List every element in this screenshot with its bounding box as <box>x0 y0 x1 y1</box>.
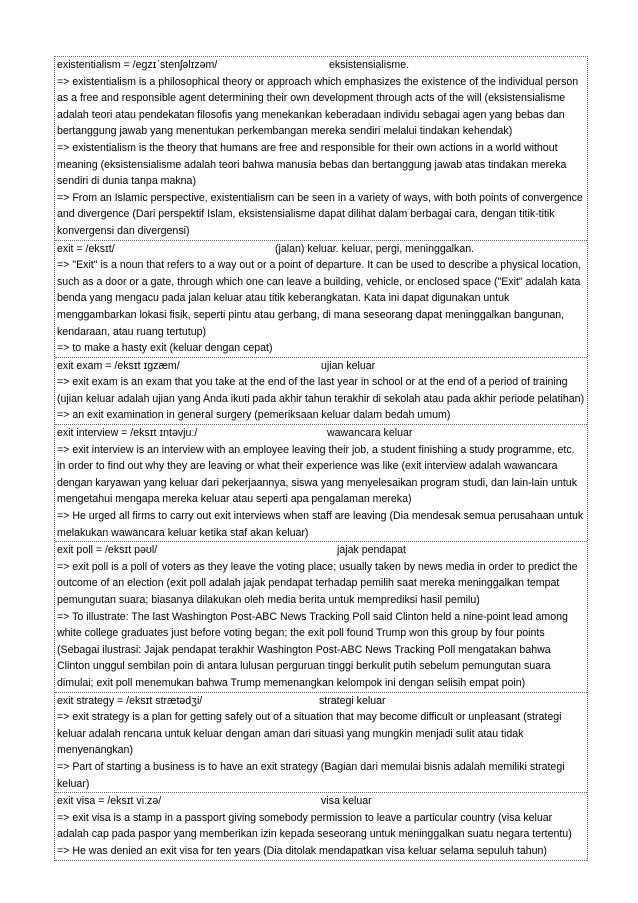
entry-line: => existentialism is the theory that humans are free and responsible for their own actions in a world without meaning (eksistensialisme adalah teori bahwa manusia bebas dan bertanggung jawab atas tindakan mereka sendiri di dunia tanpa makna) <box>57 141 567 188</box>
entry-line: => He was denied an exit visa for ten years (Dia ditolak mendapatkan visa keluar selama sepuluh tahun) <box>57 844 547 857</box>
entry-term: existentialism = /egzɪˈstenʃəlɪzəm/ <box>57 59 218 71</box>
entry-existentialism <box>55 57 587 241</box>
entry-translation: visa keluar <box>321 795 372 808</box>
entry-term: exit interview = /eksɪt ɪntəvjuː/ <box>57 427 198 440</box>
entry-translation: eksistensialisme. <box>329 59 410 71</box>
entry-exit-poll <box>55 542 587 692</box>
entry-header <box>57 57 585 74</box>
entry-line: => an exit examination in general surgery (pemeriksaan keluar dalam bedah umum) <box>57 409 451 422</box>
entry-line: => existentialism is a philosophical theory or approach which emphasizes the existence of the individual person as a free and responsible agent determining their own development through acts of the will (eksistensialisme adalah teori atau pendekatan filosofis yang menekankan keberadaan individu sebagai agen yang bebas dan bertanggung jawab yang menentukan perkembangan mereka sendiri melalui tindakan kehendak) <box>57 75 579 138</box>
entry-line: => He urged all firms to carry out exit interviews when staff are leaving (Dia mendesak semua perusahaan untuk melakukan wawancara keluar ketika staf akan keluar) <box>57 510 584 539</box>
entry-term: exit = /eksɪt/ <box>57 242 115 255</box>
entry-header <box>57 693 585 710</box>
entry-line: => To illustrate: The last Washington Post-ABC News Tracking Poll said Clinton held a nine-point lead among white college graduates just before voting began; the exit poll found Trump won this group by four points (Sebagai ilustrasi: Jajak pendapat terakhir Washington Post-ABC News Tracking Poll mengatakan bahwa Clinton unggul sembilan poin di antara lulusan perguruan tinggi berkulit putih sebelum pemungutan suara dimulai; exit poll menemukan bahwa Trump memenangkan kelompok ini dengan selisih empat poin) <box>57 610 568 689</box>
glossary-table <box>54 56 588 861</box>
entry-line: => exit visa is a stamp in a passport giving somebody permission to leave a particular country (visa keluar adalah cap pada paspor yang memberikan izin kepada seseorang untuk meninggalkan suatu negara tertentu) <box>57 811 572 841</box>
entry-header <box>57 542 585 559</box>
entry-line: => Part of starting a business is to have an exit strategy (Bagian dari memulai bisnis adalah memiliki strategi keluar) <box>57 760 565 790</box>
entry-line: => exit poll is a poll of voters as they leave the voting place; usually taken by news media in order to predict the outcome of an election (exit poll adalah jajak pendapat terhadap pemilih saat mereka meninggalkan tempat pemungutan suara; biasanya dilakukan oleh media berita untuk memprediksi hasil pemilu) <box>57 560 578 606</box>
entry-exit-visa <box>55 793 587 860</box>
entry-line: => exit strategy is a plan for getting safely out of a situation that may become difficult or unpleasant (strategi keluar adalah rencana untuk keluar dengan aman dari situasi yang mungkin menjadi sulit atau tidak menyenangkan) <box>57 711 562 757</box>
entry-line: => to make a hasty exit (keluar dengan cepat) <box>57 342 273 355</box>
entry-translation: wawancara keluar <box>327 427 413 440</box>
entry-translation: jajak pendapat <box>337 544 406 557</box>
entry-term: exit poll = /eksɪt pəʊl/ <box>57 544 158 557</box>
entry-header <box>57 241 585 258</box>
entry-line: => exit exam is an exam that you take at the end of the last year in school or at the end of a period of training (ujian keluar adalah ujian yang Anda ikuti pada akhir tahun terakhir di sekolah atau pada akhir periode pelatihan) <box>57 376 585 405</box>
entry-header <box>57 425 585 442</box>
entry-header <box>57 793 585 810</box>
entry-line: => From an Islamic perspective, existentialism can be seen in a variety of ways, with both points of convergence and divergence (Dari perspektif Islam, eksistensialisme dapat dilihat dalam berbagai cara, dengan titik-titik konvergensi dan divergensi) <box>57 191 583 237</box>
entry-term: exit visa = /eksɪt viːzə/ <box>57 795 162 808</box>
entry-line: => "Exit" is a noun that refers to a way out or a point of departure. It can be used to describe a physical location, such as a door or a gate, through which one can leave a building, vehicle, or enclosed space ("Exit" adalah kata benda yang mengacu pada jalan keluar atau titik keberangkatan. Kata ini dapat digunakan untuk menggambarkan lokasi fisik, seperti pintu atau gerbang, di mana seseorang dapat meninggalkan bangunan, kendaraan, atau ruang tertutup) <box>57 259 581 338</box>
entry-translation: ujian keluar <box>321 359 376 372</box>
entry-translation: (jalan) keluar. keluar, pergi, meninggalkan. <box>275 242 475 255</box>
entry-translation: strategi keluar <box>319 694 386 707</box>
entry-header <box>57 358 585 375</box>
entry-term: exit exam = /eksɪt ɪɡzæm/ <box>57 359 180 372</box>
entry-exit-strategy <box>55 693 587 794</box>
entry-line: => exit interview is an interview with an employee leaving their job, a student finishing a study programme, etc. in order to find out why they are leaving or what their experience was like (exit interview adalah wawancara dengan karyawan yang keluar dari pekerjaannya, siswa yang menyelesaikan program studi, dan lain-lain untuk mengetahui mengapa mereka keluar atau seperti apa pengalaman mereka) <box>57 443 577 506</box>
entry-exit-exam <box>55 358 587 425</box>
entry-exit <box>55 241 587 358</box>
entry-exit-interview <box>55 425 587 542</box>
entry-term: exit strategy = /eksɪt strætədʒi/ <box>57 694 203 707</box>
